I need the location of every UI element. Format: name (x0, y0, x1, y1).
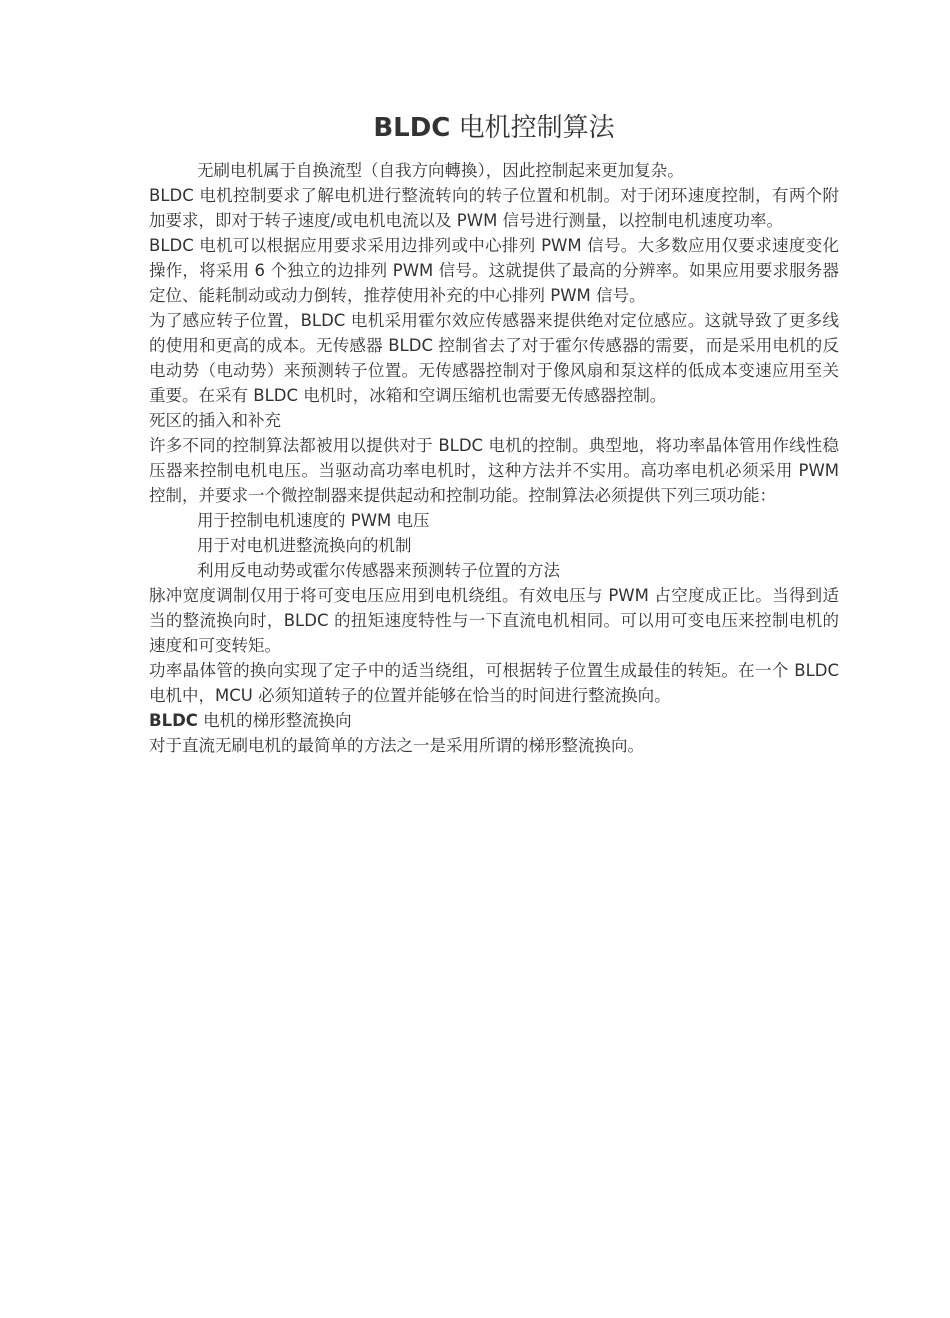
subheading-en: BLDC (149, 711, 198, 730)
document-title-cn: 电机控制算法 (450, 113, 615, 143)
subheading-trapezoidal (149, 708, 839, 733)
document-body (149, 108, 839, 758)
paragraph-transistor-commutation: 功率晶体管的换向实现了定子中的适当绕组，可根据转子位置生成最佳的转矩。在一个 BLDC 电机中，MCU 必须知道转子的位置并能够在恰当的时间进行整流换向。 (149, 661, 839, 705)
paragraph-control-algorithms: 许多不同的控制算法都被用以提供对于 BLDC 电机的控制。典型地，将功率晶体管用作线性稳压器来控制电机电压。当驱动高功率电机时，这种方法并不实用。高功率电机必须采用 PWM 控制，并要求一个微控制器来提供起动和控制功能。控制算法必须提供下列三项功能： (149, 436, 839, 505)
document-title (149, 108, 839, 148)
function-item-commutation: 用于对电机进整流换向的机制 (197, 536, 412, 555)
final-paragraph: 对于直流无刷电机的最简单的方法之一是采用所谓的梯形整流换向。 (149, 736, 644, 755)
paragraph-sensorless: 为了感应转子位置，BLDC 电机采用霍尔效应传感器来提供绝对定位感应。这就导致了更多线的使用和更高的成本。无传感器 BLDC 控制省去了对于霍尔传感器的需要，而是采用电机的反电动势（电动势）来预测转子位置。无传感器控制对于像风扇和泵这样的低成本变速应用至关重要。在采有 BLDC 电机时，冰箱和空调压缩机也需要无传感器控制。 (149, 311, 839, 405)
section-heading: 死区的插入和补充 (149, 411, 281, 430)
function-item-rotor-prediction: 利用反电动势或霍尔传感器来预测转子位置的方法 (197, 561, 560, 580)
function-item-pwm-voltage: 用于控制电机速度的 PWM 电压 (197, 511, 430, 530)
intro-paragraph: 无刷电机属于自换流型（自我方向轉換），因此控制起来更加复杂。 (197, 161, 684, 180)
paragraph-rotor-position: BLDC 电机控制要求了解电机进行整流转向的转子位置和机制。对于闭环速度控制，有两个附加要求，即对于转子速度/或电机电流以及 PWM 信号进行测量，以控制电机速度功率。 (149, 186, 839, 230)
paragraph-pwm-modulation: 脉冲宽度调制仅用于将可变电压应用到电机绕组。有效电压与 PWM 占空度成正比。当得到适当的整流换向时，BLDC 的扭矩速度特性与一下直流电机相同。可以用可变电压来控制电机的速度和可变转矩。 (149, 586, 839, 655)
document-title-en: BLDC (373, 113, 451, 143)
subheading-cn: 电机的梯形整流换向 (197, 711, 352, 730)
paragraph-pwm-alignment: BLDC 电机可以根据应用要求采用边排列或中心排列 PWM 信号。大多数应用仅要求速度变化操作，将采用 6 个独立的边排列 PWM 信号。这就提供了最高的分辨率。如果应用要求服务器定位、能耗制动或动力倒转，推荐使用补充的中心排列 PWM 信号。 (149, 236, 839, 305)
